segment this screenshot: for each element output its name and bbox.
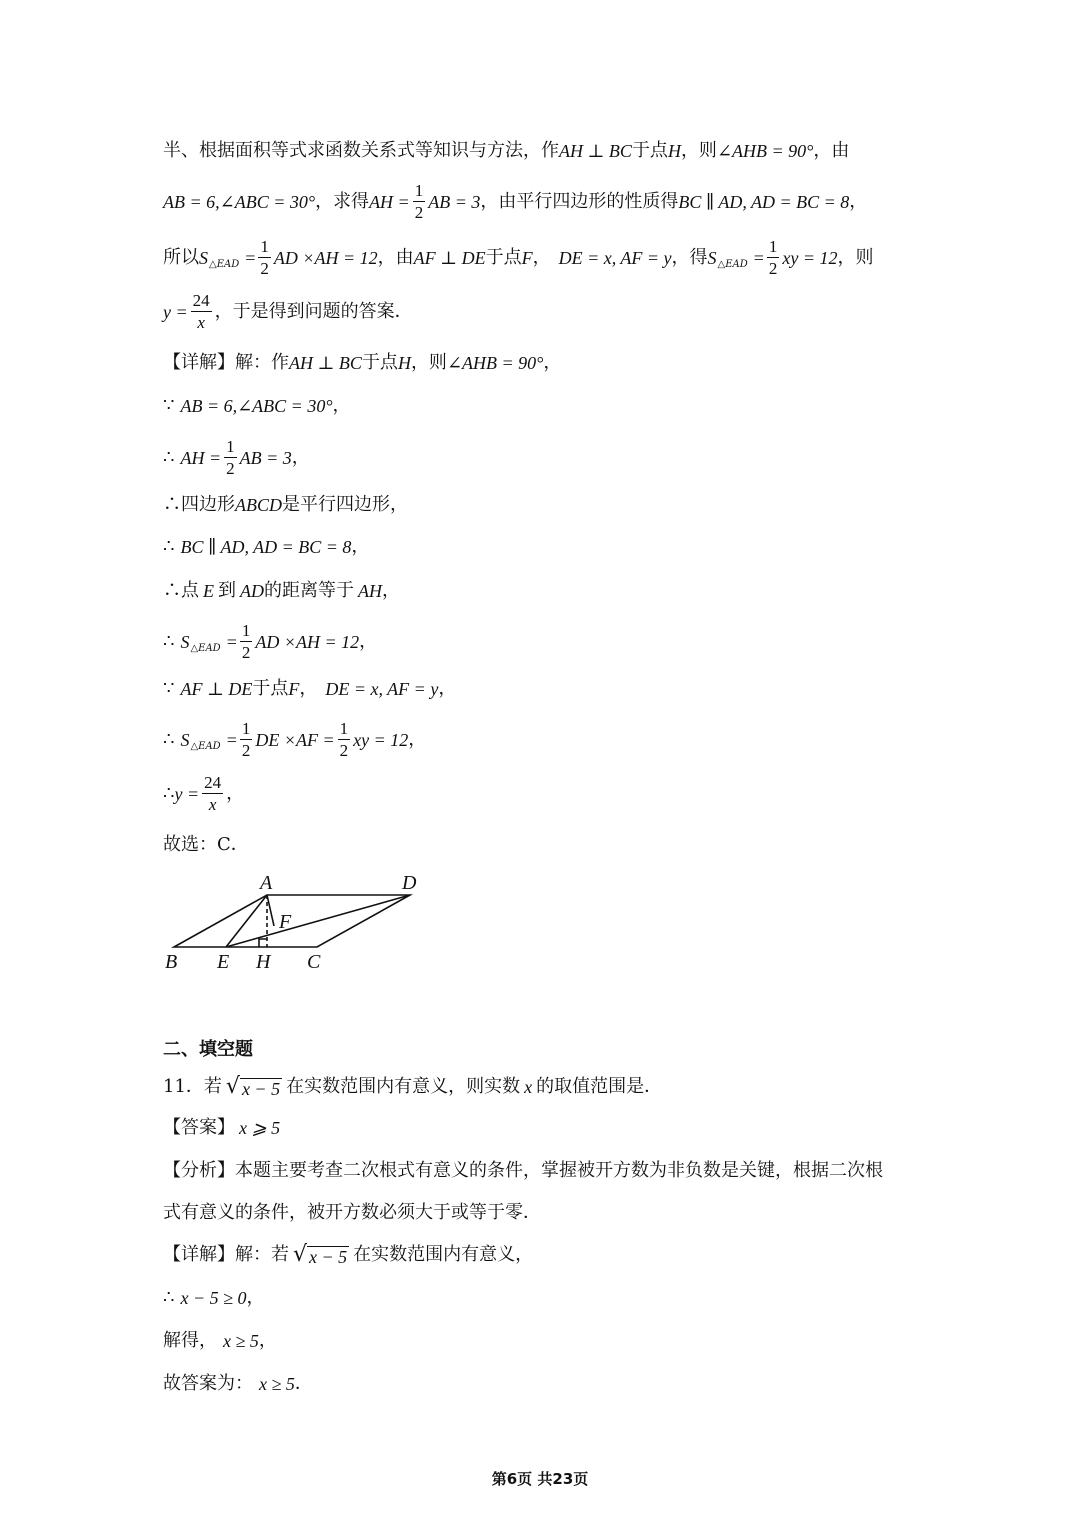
math: y = xyxy=(163,301,188,322)
text: ， xyxy=(246,1287,265,1308)
math: ∠AHB = 90° xyxy=(446,353,544,373)
text: ∴四边形 xyxy=(163,494,235,515)
math: xy = 12 xyxy=(353,729,409,750)
parallelogram-figure xyxy=(160,868,440,978)
text: ∴ xyxy=(163,782,175,804)
fraction-half: $\frac{1}{2}$ xyxy=(768,237,778,278)
text: 在实数范围内有意义， xyxy=(353,1244,534,1265)
text: ，由 xyxy=(377,246,414,268)
text: ∴ xyxy=(163,446,175,468)
math: x ≥ 5 xyxy=(223,1331,259,1351)
text: 【详解】解：作 xyxy=(163,352,289,373)
text: 【答案】 xyxy=(163,1117,235,1138)
text: 于点 xyxy=(361,352,398,373)
text: 是平行四边形， xyxy=(282,494,408,515)
text: 在实数范围内有意义，则实数 xyxy=(286,1076,521,1097)
math: x − 5 ≥ 0 xyxy=(180,1288,247,1308)
text: ，则 xyxy=(410,352,447,373)
text: ∴ xyxy=(163,536,175,557)
math: AD ×AH = 12 xyxy=(255,631,360,652)
text: ∵ xyxy=(163,395,175,416)
text: 于点 xyxy=(631,140,668,161)
math: AD xyxy=(240,581,264,601)
text: ， xyxy=(408,728,427,750)
math: BC ∥ AD, AD = BC = 8 xyxy=(180,537,352,557)
fraction-24-over-x: $\frac{24}{x}$ xyxy=(192,291,210,332)
fraction-half: $\frac{1}{2}$ xyxy=(226,437,235,478)
math: xy = 12 xyxy=(782,247,838,268)
answer-line xyxy=(163,1119,280,1137)
detail-2-line-3 xyxy=(163,1332,277,1350)
text: ， xyxy=(332,395,351,416)
section-heading: 二、填空题 xyxy=(163,1039,253,1060)
math: H xyxy=(667,141,681,161)
math: AH = xyxy=(180,447,222,468)
detail-line-8 xyxy=(163,680,456,698)
text: ， xyxy=(532,246,551,268)
text: ， xyxy=(351,536,370,557)
math: y = xyxy=(174,783,200,804)
analysis-line-4 xyxy=(163,292,413,331)
text: ， xyxy=(226,782,245,804)
label-f: F xyxy=(279,911,292,933)
answer-choice: 故选：C． xyxy=(163,834,249,855)
text: ， xyxy=(258,1330,277,1351)
equals: = xyxy=(226,729,237,750)
math: AD ×AH = 12 xyxy=(273,247,378,268)
detail-line-3 xyxy=(163,438,310,477)
text: 半、根据面积等式求函数关系式等知识与方法，作 xyxy=(163,140,559,161)
equals: = xyxy=(226,631,237,652)
label-d: D xyxy=(402,872,417,894)
math: DE = x, AF = y xyxy=(558,247,672,268)
text: ，则 xyxy=(837,246,874,268)
math: x ⩾ 5 xyxy=(239,1118,281,1138)
math: x ≥ 5 xyxy=(259,1374,295,1394)
text: 的取值范围是． xyxy=(536,1076,663,1097)
analysis-line-2 xyxy=(163,182,867,221)
text: ，则 xyxy=(680,140,717,161)
math: x xyxy=(524,1077,533,1097)
detail-line-6 xyxy=(163,582,400,600)
text: ，求得 xyxy=(315,190,370,212)
text: ，由平行四边形的性质得 xyxy=(480,190,679,212)
area-symbol: S xyxy=(199,247,208,268)
math: AB = 6,∠ABC = 30° xyxy=(163,191,316,212)
area-subscript: △EAD xyxy=(717,258,748,270)
analysis-line-1 xyxy=(163,142,849,160)
math: ∠AHB = 90° xyxy=(716,141,814,161)
question-11 xyxy=(163,1076,662,1098)
area-subscript: △EAD xyxy=(190,642,221,654)
detail-line-9 xyxy=(163,720,426,759)
label-c: C xyxy=(307,951,321,973)
text: ∵ xyxy=(163,678,175,699)
fraction-half: $\frac{1}{2}$ xyxy=(414,181,424,222)
math: DE = x, AF = y xyxy=(325,679,439,699)
detail-line-1 xyxy=(163,354,561,372)
math: AH xyxy=(358,581,382,601)
segment-af xyxy=(267,895,274,926)
area-subscript: △EAD xyxy=(190,740,221,752)
text: 所以 xyxy=(163,246,199,268)
text: ， xyxy=(849,190,868,212)
fraction-24-over-x: $\frac{24}{x}$ xyxy=(204,773,222,814)
text: ， xyxy=(382,580,400,601)
math: E xyxy=(203,581,214,601)
detail-line-10 xyxy=(163,774,244,813)
fraction-half: $\frac{1}{2}$ xyxy=(241,719,251,760)
label-e: E xyxy=(217,951,230,973)
detail-line-7 xyxy=(163,622,377,661)
math: F xyxy=(521,247,533,268)
analysis-2-line-1: 【分析】本题主要考查二次根式有意义的条件，掌握被开方数为非负数是关键，根据二次根 xyxy=(163,1160,883,1181)
text: 【详解】解：若 xyxy=(163,1244,289,1265)
text: 11．若 xyxy=(163,1076,222,1097)
text: ， xyxy=(438,678,457,699)
sqrt-expression: √ x − 5 xyxy=(225,1074,281,1099)
math: AB = 6,∠ABC = 30° xyxy=(180,396,333,416)
text: ，由 xyxy=(813,140,850,161)
area-symbol: S xyxy=(180,631,190,652)
text: 故答案为： xyxy=(163,1373,253,1394)
math: AF ⊥ DE xyxy=(180,679,253,699)
label-h: H xyxy=(256,951,271,973)
analysis-2-line-2: 式有意义的条件，被开方数必须大于或等于零． xyxy=(163,1202,541,1223)
math: ABCD xyxy=(235,495,282,515)
fraction-half: $\frac{1}{2}$ xyxy=(241,621,251,662)
text: ， xyxy=(291,446,310,468)
text: 到 xyxy=(218,580,236,601)
fraction-half: $\frac{1}{2}$ xyxy=(260,237,269,278)
area-symbol: S xyxy=(180,729,190,750)
math: AB = 3 xyxy=(428,191,481,212)
math: AH ⊥ BC xyxy=(289,353,362,373)
math: BC ∥ AD, AD = BC = 8 xyxy=(678,191,850,212)
parallelogram-abcd xyxy=(174,895,410,947)
label-b: B xyxy=(165,951,178,973)
math: AH = xyxy=(369,191,410,212)
math: AB = 3 xyxy=(239,447,292,468)
label-a: A xyxy=(260,872,273,894)
math: F xyxy=(288,679,300,699)
text: ∴ xyxy=(163,1287,175,1308)
detail-2-line-2 xyxy=(163,1289,264,1307)
text: ， xyxy=(299,678,318,699)
text: ，得 xyxy=(671,246,708,268)
equals: = xyxy=(753,247,764,268)
text: 解得， xyxy=(163,1330,217,1351)
text: 于点 xyxy=(252,678,289,699)
detail-line-11 xyxy=(163,836,249,854)
analysis-line-3 xyxy=(163,238,874,277)
text: ，于是得到问题的答案． xyxy=(214,300,413,322)
math: AH ⊥ BC xyxy=(559,141,632,161)
math: AF ⊥ DE xyxy=(413,247,486,268)
detail-2-line-4 xyxy=(163,1375,313,1393)
text: ， xyxy=(543,352,562,373)
detail-line-2 xyxy=(163,397,351,415)
text: ． xyxy=(294,1373,313,1394)
page-footer: 第6页 共23页 xyxy=(491,1470,589,1488)
text: 的距离等于 xyxy=(264,580,354,601)
equals: = xyxy=(245,247,256,268)
detail-2-line-1 xyxy=(163,1244,533,1266)
area-subscript: △EAD xyxy=(209,258,240,270)
math: H xyxy=(397,353,411,373)
area-symbol: S xyxy=(707,247,717,268)
text: 于点 xyxy=(485,246,522,268)
math: DE ×AF = xyxy=(255,729,335,750)
text: ∴点 xyxy=(163,580,199,601)
fraction-half: $\frac{1}{2}$ xyxy=(339,719,349,760)
detail-line-5 xyxy=(163,538,369,556)
text: ∴ xyxy=(163,630,175,652)
text: ∴ xyxy=(163,728,175,750)
right-angle-mark xyxy=(259,939,267,947)
sqrt-expression: √ x − 5 xyxy=(293,1242,348,1267)
text: ， xyxy=(359,630,378,652)
detail-line-4 xyxy=(163,496,408,514)
